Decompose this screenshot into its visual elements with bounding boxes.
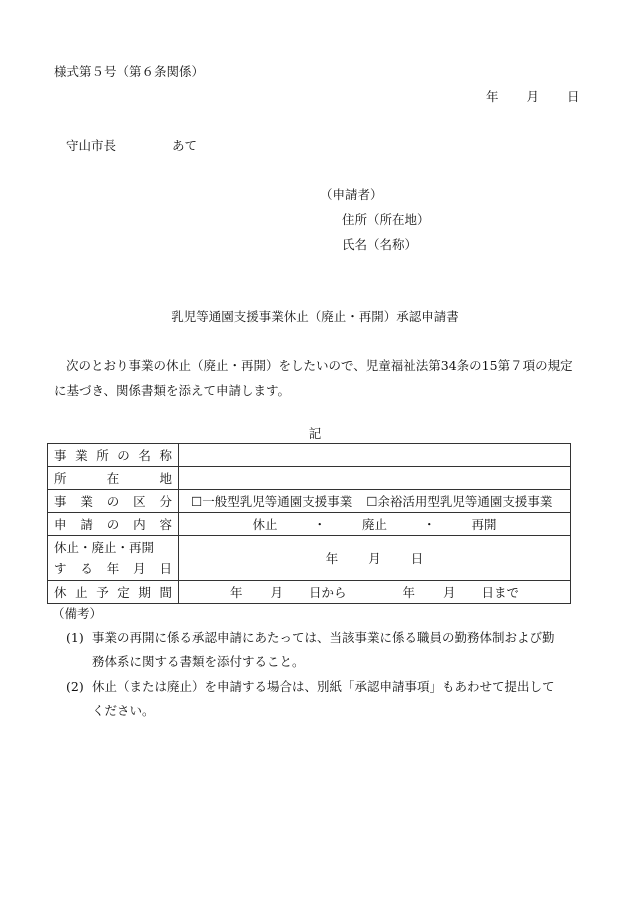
table-row-business-type	[48, 490, 571, 513]
label-location	[48, 467, 179, 490]
applicant-address-label: 住所（所在地）	[342, 212, 430, 227]
date-day-label: 日	[567, 89, 580, 104]
label-char: 区	[133, 494, 146, 509]
label-char: 定	[117, 585, 130, 600]
period-field[interactable]	[179, 581, 571, 604]
table-row-location	[48, 467, 571, 490]
label-char: 業	[80, 494, 93, 509]
label-request-content	[48, 513, 179, 536]
label-business-type	[48, 490, 179, 513]
label-char: 内	[133, 517, 146, 532]
separator-dot: ・	[423, 517, 436, 532]
to-year: 年	[402, 585, 416, 600]
label-char: 期	[138, 585, 151, 600]
from-day: 日から	[308, 585, 347, 600]
label-char: 事	[54, 494, 67, 509]
label-char: 称	[159, 448, 172, 463]
table-row-request-content	[48, 513, 571, 536]
remark-1-line1: 事業の再開に係る承認申請にあたっては、当該事業に係る職員の勤務体制および勤	[92, 630, 555, 645]
checkbox-surplus-type[interactable]: ☐余裕活用型乳児等通園支援事業	[366, 494, 553, 509]
option-abolish[interactable]: 廃止	[361, 517, 387, 532]
label-char: 所	[54, 471, 67, 486]
table-row-date	[48, 536, 571, 581]
remark-2-number: (2)	[66, 679, 84, 694]
checkbox-general-type[interactable]: ☐一般型乳児等通園支援事業	[191, 494, 353, 509]
label-char: 間	[159, 585, 172, 600]
ki-marker: 記	[308, 426, 322, 441]
request-content-options	[179, 513, 571, 536]
addressee-name: 守山市長	[66, 138, 117, 153]
label-char: 年	[106, 561, 120, 576]
label-char: 業	[75, 448, 88, 463]
applicant-heading: （申請者）	[320, 187, 383, 202]
table-row-facility-name	[48, 444, 571, 467]
table-row-period	[48, 581, 571, 604]
option-resume[interactable]: 再開	[471, 517, 497, 532]
label-char: の	[117, 448, 130, 463]
label-char: る	[80, 561, 93, 576]
body-text: 次のとおり事業の休止（廃止・再開）をしたいので、児童福祉法第34条の15第７項の規定に基づき、関係書類を添えて申請します。	[54, 358, 573, 398]
remark-1-line2: 務体系に関する書類を添付すること。	[92, 654, 305, 669]
label-char: 分	[159, 494, 172, 509]
location-field[interactable]	[179, 467, 571, 490]
label-char: 名	[138, 448, 151, 463]
label-char: 請	[80, 517, 93, 532]
label-date-line1: 休止・廃止・再開	[54, 540, 155, 555]
date-field[interactable]	[179, 536, 571, 581]
facility-name-field[interactable]	[179, 444, 571, 467]
label-facility-name	[48, 444, 179, 467]
remark-item-2	[66, 675, 578, 723]
business-type-options	[179, 490, 571, 513]
to-day: 日まで	[481, 585, 520, 600]
application-date	[486, 87, 580, 105]
label-char: 止	[75, 585, 88, 600]
label-date	[48, 536, 179, 581]
date-month: 月	[368, 551, 381, 566]
application-table	[47, 443, 571, 604]
date-year-label: 年	[486, 89, 499, 104]
remarks-heading: （備考）	[52, 606, 103, 621]
label-char: の	[106, 494, 120, 509]
label-char: 休	[54, 585, 67, 600]
form-number: 様式第５号（第６条関係）	[54, 64, 205, 79]
label-char: 在	[106, 471, 120, 486]
option-suspend[interactable]: 休止	[252, 517, 278, 532]
remark-2-line1: 休止（または廃止）を申請する場合は、別紙「承認申請事項」もあわせて提出して	[92, 679, 555, 694]
label-char: 容	[159, 517, 172, 532]
to-month: 月	[443, 585, 456, 600]
label-char: 所	[96, 448, 109, 463]
label-char: す	[54, 561, 67, 576]
addressee-suffix: あて	[172, 138, 198, 153]
date-year: 年	[325, 551, 339, 566]
label-char: 予	[96, 585, 109, 600]
label-char: 事	[54, 448, 67, 463]
document-title: 乳児等通園支援事業休止（廃止・再開）承認申請書	[171, 309, 459, 324]
label-char: の	[106, 517, 120, 532]
date-month-label: 月	[526, 89, 540, 104]
label-char: 申	[54, 517, 67, 532]
applicant-name-label: 氏名（名称）	[342, 237, 418, 252]
from-month: 月	[270, 585, 283, 600]
label-char: 日	[159, 561, 172, 576]
date-day: 日	[410, 551, 424, 566]
label-period	[48, 581, 179, 604]
remark-item-1	[66, 626, 578, 674]
addressee	[66, 136, 197, 154]
label-char: 月	[133, 561, 146, 576]
from-year: 年	[229, 585, 243, 600]
label-char: 地	[159, 471, 172, 486]
separator-dot: ・	[313, 517, 326, 532]
remark-2-line2: ください。	[92, 703, 155, 718]
remark-1-number: (1)	[66, 630, 84, 645]
